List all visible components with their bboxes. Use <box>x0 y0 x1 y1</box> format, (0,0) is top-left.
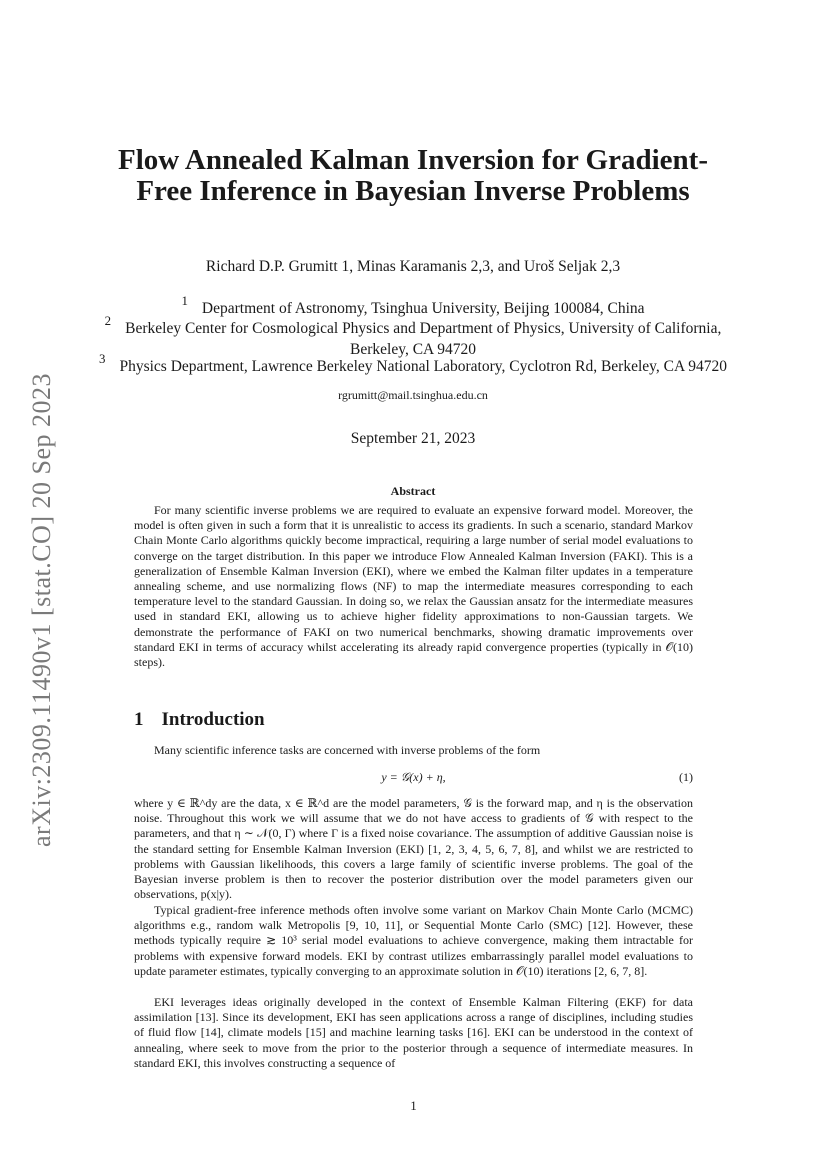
intro-paragraph-2: where y ∈ ℝ^dy are the data, x ∈ ℝ^d are the model parameters, 𝒢 is the forward map, and η is the observation noise. Throughout this work we will assume that we do not have access to gradients of 𝒢 with respect to the parameters, and that η ∼ 𝒩(0, Γ) where Γ is a fixed noise covariance. The assumption of additive Gaussian noise is the standard setting for Ensemble Kalman Inversion (EKI) [1, 2, 3, 4, 5, 6, 7, 8], and whilst we are restricted to problems with Gaussian likelihoods, this covers a large family of scientific inverse problems. The goal of the Bayesian inverse problem is then to recover the posterior distribution over the model parameters given our observations, p(x|y). <box>134 796 693 902</box>
contact-email: rgrumitt@mail.tsinghua.edu.cn <box>338 388 488 402</box>
intro-paragraph-3: Typical gradient-free inference methods often involve some variant on Markov Chain Monte Carlo (MCMC) algorithms e.g., random walk Metropolis [9, 10, 11], or Sequential Monte Carlo (SMC) [12]. However, these methods typically require ≳ 10³ serial model evaluations to achieve convergence, making them intractable for problems with expensive forward models. EKI by contrast utilizes embarrassingly parallel model evaluations to update parameter estimates, typically converging to an approximate solution in 𝒪(10) iterations [2, 6, 7, 8]. <box>134 903 693 978</box>
affiliation-text: Berkeley Center for Cosmological Physics and Department of Physics, University of California, Berkeley, CA 94720 <box>125 320 722 359</box>
abstract-heading: Abstract <box>390 484 436 498</box>
intro-paragraph-4: EKI leverages ideas originally developed in the context of Ensemble Kalman Filtering (EKF) for data assimilation [13]. Since its development, EKI has seen applications across a range of disciplines, including studies of fluid flow [14], climate models [15] and machine learning tasks [16]. EKI can be understood in the context of annealing, where seek to move from the prior to the posterior through a sequence of intermediate measures. In standard EKI, this involves constructing a sequence of <box>134 995 693 1070</box>
equation-body: y = 𝒢(x) + η, <box>381 770 446 784</box>
equation-1 <box>134 770 693 785</box>
paper-title: Flow Annealed Kalman Inversion for Gradient-Free Inference in Bayesian Inverse Problems <box>118 144 708 207</box>
section-number: 1 <box>134 709 144 730</box>
author-list: Richard D.P. Grumitt 1, Minas Karamanis 2,3, and Uroš Seljak 2,3 <box>205 258 621 275</box>
intro-paragraph-1: Many scientific inference tasks are concerned with inverse problems of the form <box>154 743 541 757</box>
abstract-text: For many scientific inverse problems we are required to evaluate an expensive forward model. Moreover, the model is often given in such a form that it is unrealistic to access its gradients. In such a scenario, standard Markov Chain Monte Carlo algorithms quickly become impractical, requiring a large number of serial model evaluations to converge on the target distribution. In this paper we introduce Flow Annealed Kalman Inversion (FAKI). This is a generalization of Ensemble Kalman Inversion (EKI), where we embed the Kalman filter updates in a temperature annealing scheme, and use normalizing flows (NF) to map the intermediate measures corresponding to each temperature level to the standard Gaussian. In doing so, we relax the Gaussian ansatz for the intermediate measures used in standard EKI, allowing us to achieve higher fidelity approximations to non-Gaussian targets. We demonstrate the performance of FAKI on two numerical benchmarks, showing dramatic improvements over standard EKI in terms of accuracy whilst accelerating its already rapid convergence properties (typically in 𝒪(10) steps). <box>134 503 693 670</box>
section-heading <box>134 709 265 731</box>
publication-date: September 21, 2023 <box>350 430 476 447</box>
equation-number: (1) <box>679 770 693 784</box>
affiliation-3 <box>95 350 731 377</box>
arxiv-identifier: arXiv:2309.11490v1 [stat.CO] 20 Sep 2023 <box>27 373 56 847</box>
section-title: Introduction <box>161 709 265 730</box>
affiliation-mark: 3 <box>99 351 106 366</box>
affiliation-mark: 2 <box>104 313 112 328</box>
affiliation-text: Department of Astronomy, Tsinghua University, Beijing 100084, China <box>201 300 645 318</box>
arxiv-side-stamp <box>22 360 62 860</box>
affiliation-text: Physics Department, Lawrence Berkeley National Laboratory, Cyclotron Rd, Berkeley, CA 94720 <box>119 358 727 376</box>
page-number: 1 <box>410 1098 417 1113</box>
affiliation-mark: 1 <box>181 293 188 308</box>
